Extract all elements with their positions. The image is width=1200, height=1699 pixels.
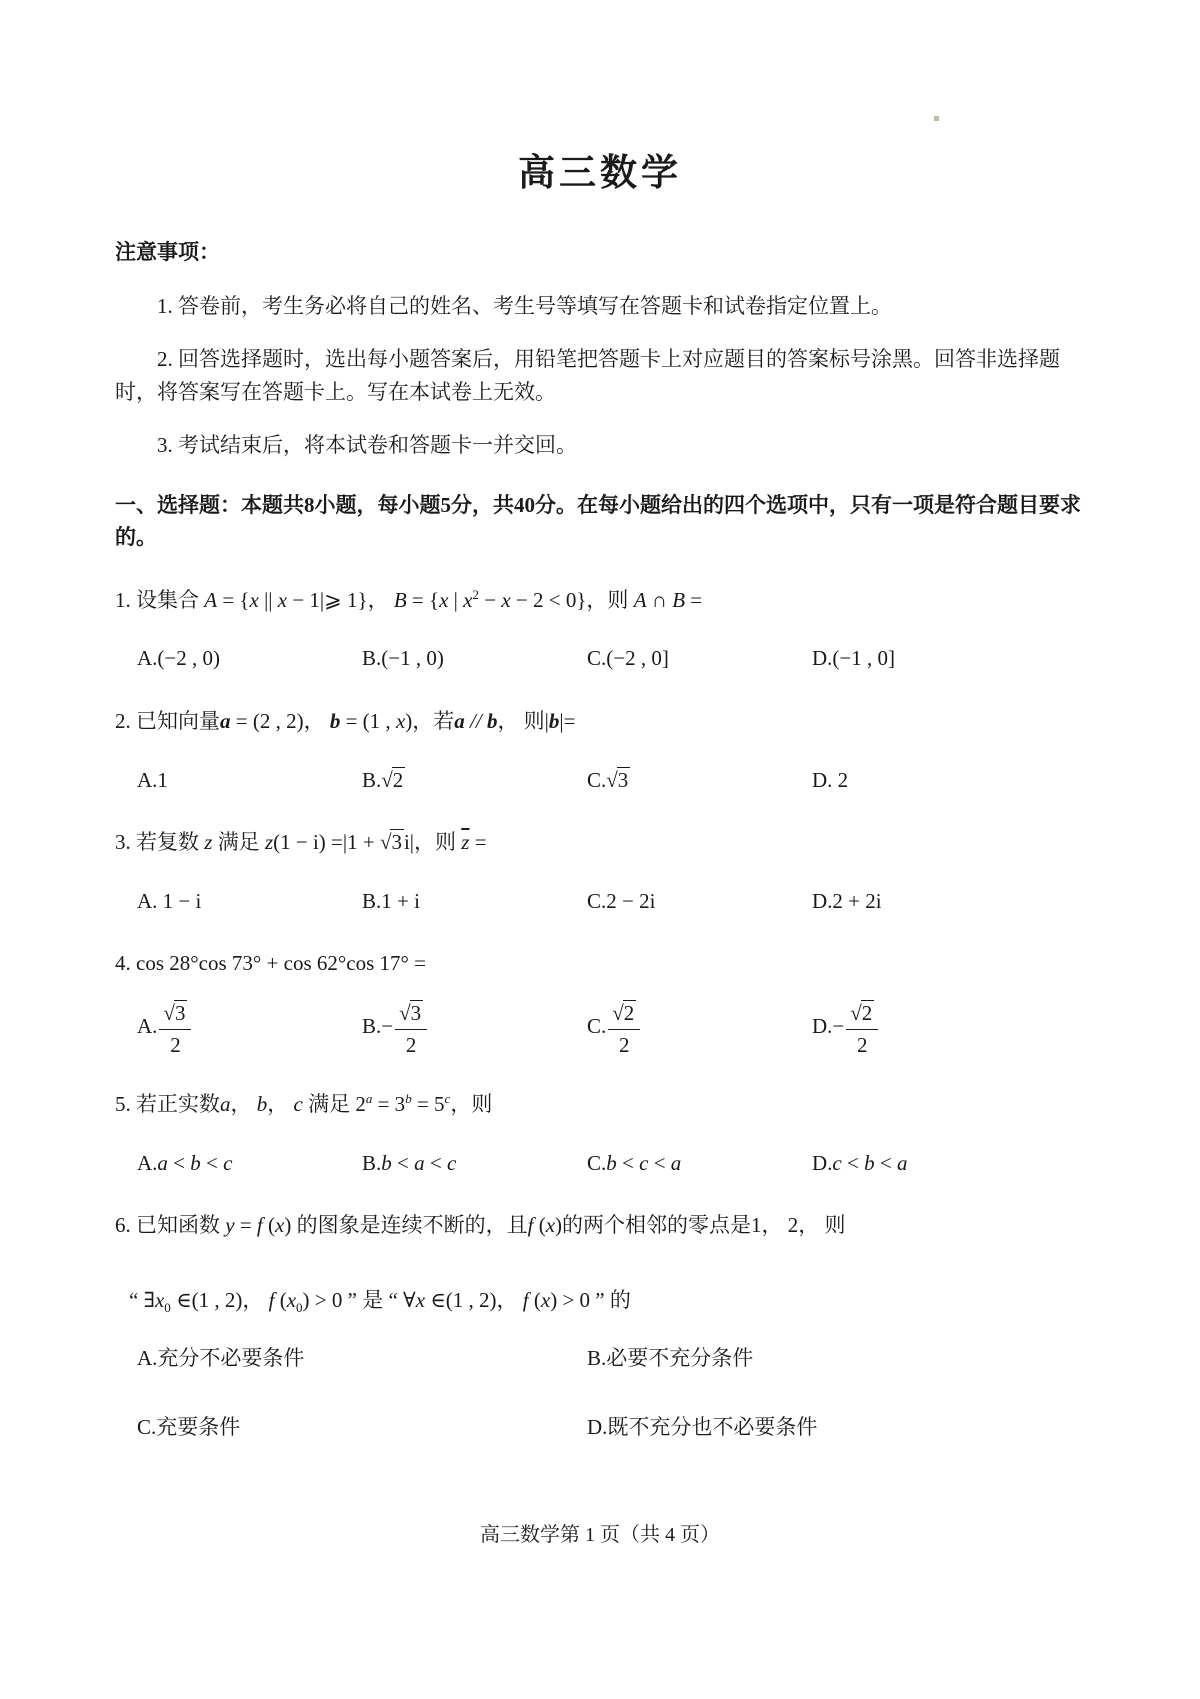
question-2 xyxy=(115,705,1085,796)
question-1-option-b: B.(−1 , 0) xyxy=(362,646,444,671)
question-2-option-b: B.√2 xyxy=(362,767,404,792)
page-footer: 高三数学第 1 页（共 4 页） xyxy=(480,1524,720,1546)
question-4-option-d: D.− $\frac{√2}{2}$ xyxy=(812,998,1085,1059)
question-6-options xyxy=(115,1342,1085,1443)
question-1 xyxy=(115,584,1085,675)
question-6-stem: 6. 已知函数 y = f (x) 的图象是连续不断的，且f (x)的两个相邻的零点是1， 2， 则 xyxy=(115,1213,846,1238)
scan-artifact-dot xyxy=(934,116,939,121)
question-1-option-d: D.(−1 , 0] xyxy=(812,646,895,671)
question-2-options xyxy=(115,764,1085,797)
question-5-stem: 5. 若正实数a， b， c 满足 $2^a = 3^b = 5^c$，则 xyxy=(115,1091,493,1117)
notice-heading: 注意事项： xyxy=(115,240,220,265)
question-6-stem-line2: “ $\exists x_0$ ∈(1 , 2)， f $(x_0) > 0$ ” 是 “ ∀x ∈(1 , 2)， f (x) > 0 ” 的 xyxy=(129,1287,631,1316)
question-5-option-a: A.a < b < c xyxy=(137,1150,233,1175)
question-4-option-b: B.− $\frac{√3}{2}$ xyxy=(362,998,587,1059)
question-5-option-d: D.c < b < a xyxy=(812,1150,908,1175)
question-3-option-d: D.2 + 2i xyxy=(812,888,882,913)
question-5-option-c: C.b < c < a xyxy=(587,1150,682,1175)
question-1-options xyxy=(115,642,1085,675)
question-2-stem: 2. 已知向量a = (2 , 2)， b = (1 , x)，若a // b， 则|b|= xyxy=(115,709,576,734)
notice-item-1: 1. 答卷前，考生务必将自己的姓名、考生号等填写在答题卡和试卷指定位置上。 xyxy=(157,293,892,318)
question-3-stem: 3. 若复数 z 满足 z(1 − i) =|1 + √3i|，则 $\overline{z}$ = xyxy=(115,830,487,855)
question-5 xyxy=(115,1088,1085,1179)
question-4-options xyxy=(115,998,1085,1059)
question-3 xyxy=(115,826,1085,917)
question-1-option-c: C.(−2 , 0] xyxy=(587,646,669,671)
question-6-option-c: C.充要条件 xyxy=(137,1414,241,1439)
question-4-option-a: A. $\frac{√3}{2}$ xyxy=(137,998,362,1059)
question-6 xyxy=(115,1209,1085,1443)
question-5-options xyxy=(115,1147,1085,1180)
notice-item-3: 3. 考试结束后，将本试卷和答题卡一并交回。 xyxy=(157,433,577,458)
question-2-option-d: D. 2 xyxy=(812,767,849,792)
question-3-option-c: C.2 − 2i xyxy=(587,888,656,913)
question-6-option-a: A.充分不必要条件 xyxy=(137,1346,305,1371)
question-4 xyxy=(115,947,1085,1058)
question-2-option-a: A.1 xyxy=(137,767,168,792)
question-3-option-a: A. 1 − i xyxy=(137,888,202,913)
question-1-option-a: A.(−2 , 0) xyxy=(137,646,220,671)
page-title: 高三数学 xyxy=(518,153,682,194)
question-4-stem: 4. cos 28°cos 73° + cos 62°cos 17° = xyxy=(115,951,427,976)
question-3-option-b: B.1 + i xyxy=(362,888,420,913)
question-2-option-c: C.√3 xyxy=(587,767,629,792)
section-heading: 一、选择题：本题共8小题，每小题5分，共40分。在每小题给出的四个选项中，只有一项是符合题目要求的。 xyxy=(115,492,1081,550)
question-6-option-b: B.必要不充分条件 xyxy=(587,1346,754,1371)
question-6-option-d: D.既不充分也不必要条件 xyxy=(587,1414,818,1439)
question-1-stem: 1. 设集合 A = {x || x − 1|⩾ 1}， B = {x | $x^2 - x - 2 < 0$}，则 A ∩ B = xyxy=(115,586,703,612)
notice-item-2: 2. 回答选择题时，选出每小题答案后，用铅笔把答题卡上对应题目的答案标号涂黑。回答非选择题时，将答案写在答题卡上。写在本试卷上无效。 xyxy=(115,347,1060,404)
question-4-option-c: C. $\frac{√2}{2}$ xyxy=(587,998,812,1059)
question-5-option-b: B.b < a < c xyxy=(362,1150,457,1175)
question-3-options xyxy=(115,885,1085,918)
